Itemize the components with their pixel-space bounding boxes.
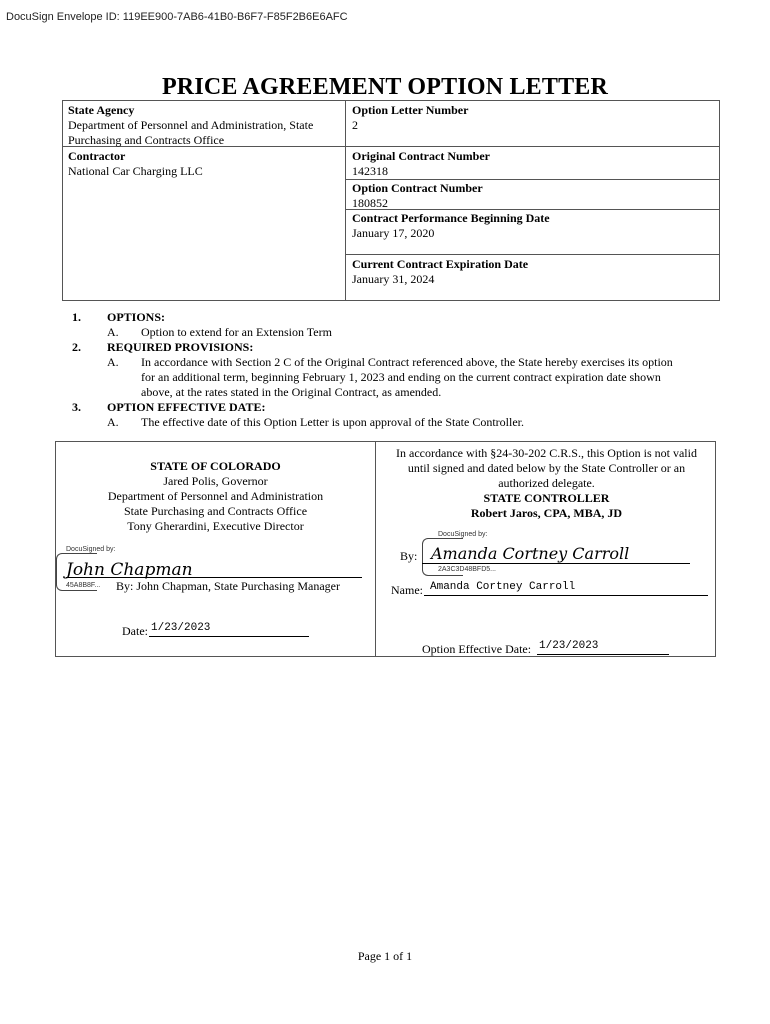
left-docusigned-label: DocuSigned by:: [66, 546, 116, 553]
section-2-title: REQUIRED PROVISIONS:: [107, 340, 254, 354]
section-2-a-line-3: above, at the rates stated in the Original Contract, as amended.: [141, 385, 442, 399]
left-date-line: [149, 636, 309, 637]
original-contract-number-label: Original Contract Number: [352, 149, 490, 163]
original-contract-number-value: 142318: [352, 164, 388, 178]
left-signature-id: 45A8B8F...: [66, 582, 101, 589]
option-effective-date-label: Option Effective Date:: [422, 642, 532, 656]
controller-intro-line-1: In accordance with §24-30-202 C.R.S., this Option is not valid: [396, 446, 697, 460]
option-contract-number-value: 180852: [352, 196, 388, 210]
option-letter-number-value: 2: [352, 118, 358, 132]
right-signature-block: [376, 446, 717, 521]
right-docusigned-label: DocuSigned by:: [438, 531, 488, 538]
state-agency-label: State Agency: [68, 103, 135, 117]
state-controller-heading: STATE CONTROLLER: [483, 491, 610, 505]
section-3-number: 3.: [72, 400, 81, 414]
director-line: Tony Gherardini, Executive Director: [127, 519, 304, 533]
right-name-line: [424, 595, 708, 596]
section-1-a-letter: A.: [107, 325, 119, 339]
header-table: [62, 100, 720, 301]
expiration-label: Current Contract Expiration Date: [352, 257, 529, 271]
section-1-a-text: Option to extend for an Extension Term: [141, 325, 332, 339]
option-contract-cell: [352, 181, 712, 211]
performance-begin-label: Contract Performance Beginning Date: [352, 211, 550, 225]
contractor-value: National Car Charging LLC: [68, 164, 203, 178]
original-contract-cell: [352, 149, 712, 179]
page-footer: Page 1 of 1: [357, 949, 413, 963]
state-agency-value: Department of Personnel and Administration, State Purchasing and Contracts Office: [68, 118, 314, 147]
section-2-a-line-1: In accordance with Section 2 C of the Original Contract referenced above, the State hereby exercises its option: [141, 355, 673, 369]
right-signature: Amanda Cortney Carroll: [431, 544, 630, 563]
expiration-value: January 31, 2024: [352, 272, 435, 286]
controller-name-title: Robert Jaros, CPA, MBA, JD: [470, 506, 623, 520]
left-date-label: Date:: [122, 624, 148, 638]
section-1-title: OPTIONS:: [107, 310, 166, 324]
section-2-a-letter: A.: [107, 355, 119, 369]
governor-line: Jared Polis, Governor: [163, 474, 268, 488]
department-line: Department of Personnel and Administration: [107, 489, 324, 503]
section-3-title: OPTION EFFECTIVE DATE:: [107, 400, 266, 414]
left-signature-line: [66, 577, 362, 578]
section-1-number: 1.: [72, 310, 81, 324]
envelope-id: DocuSign Envelope ID: 119EE900-7AB6-41B0-B6F7-F85F2B6E6AFC: [6, 11, 348, 23]
controller-intro-line-3: authorized delegate.: [498, 476, 595, 490]
state-of-colorado-heading: STATE OF COLORADO: [150, 459, 281, 473]
right-signature-line: [422, 563, 690, 564]
left-by-line: By: John Chapman, State Purchasing Manager: [116, 579, 340, 593]
section-3-a-text: The effective date of this Option Letter is upon approval of the State Controller.: [141, 415, 525, 429]
section-2-number: 2.: [72, 340, 81, 354]
office-line: State Purchasing and Contracts Office: [123, 504, 308, 518]
right-by-label: By:: [400, 549, 418, 563]
state-agency-cell: [68, 103, 342, 148]
left-date-value: 1/23/2023: [151, 622, 211, 634]
controller-intro-line-2: until signed and dated below by the State Controller or an: [407, 461, 686, 475]
contractor-cell: [68, 149, 342, 179]
option-contract-number-label: Option Contract Number: [352, 181, 483, 195]
option-effective-date-line: [537, 654, 669, 655]
document-title: PRICE AGREEMENT OPTION LETTER: [161, 74, 609, 100]
contractor-label: Contractor: [68, 149, 126, 163]
performance-begin-value: January 17, 2020: [352, 226, 435, 240]
option-effective-date-value: 1/23/2023: [539, 640, 599, 652]
left-signature-block: [56, 459, 375, 534]
signature-table: [55, 441, 716, 657]
performance-begin-cell: [352, 211, 712, 241]
option-letter-cell: [352, 103, 712, 133]
right-signature-id: 2A3C3D48BFD5...: [438, 566, 496, 573]
right-name-value: Amanda Cortney Carroll: [430, 581, 576, 593]
right-name-label: Name:: [391, 583, 423, 597]
expiration-cell: [352, 257, 712, 287]
section-3-a-letter: A.: [107, 415, 119, 429]
option-letter-number-label: Option Letter Number: [352, 103, 469, 117]
section-2-a-line-2: for an additional term, beginning February 1, 2023 and ending on the current contract expiration date shown: [141, 370, 661, 384]
left-signature: John Chapman: [66, 560, 193, 580]
